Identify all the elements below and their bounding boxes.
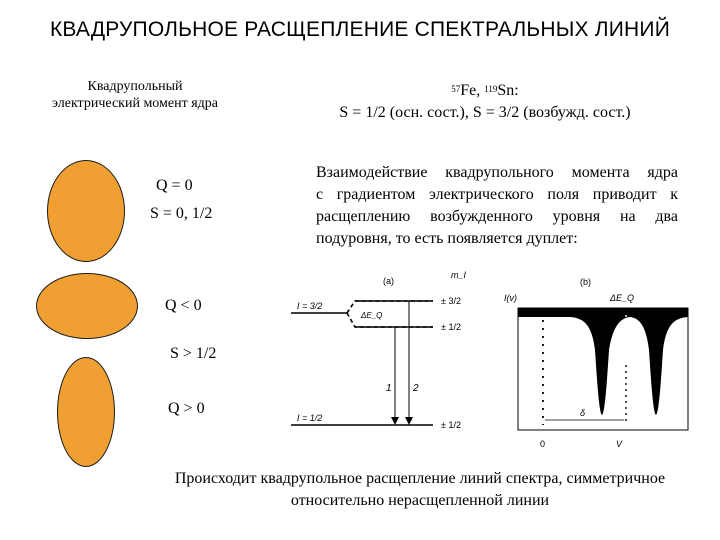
transition-1-arrow [391, 417, 399, 425]
fe-mass-number: 57 [451, 84, 461, 94]
prolate-nucleus-shape [57, 357, 115, 467]
isotope-info [300, 80, 670, 124]
fe-symbol: Fe, [460, 82, 485, 99]
sn-symbol: Sn: [497, 82, 519, 99]
s-zero-half-label: S = 0, 1/2 [150, 205, 213, 222]
q-negative-label: Q < 0 [165, 297, 202, 314]
q-zero-label: Q = 0 [156, 177, 193, 194]
description-line-3: расщеплению возбужденного уровня на два [316, 208, 678, 225]
ground-level-label: I = 1/2 [297, 413, 323, 423]
spin-line: S = 1/2 (осн. сост.), S = 3/2 (возбужд. сост.) [339, 104, 631, 121]
page-title: КВАДРУПОЛЬНОЕ РАСЩЕПЛЕНИЕ СПЕКТРАЛЬНЫХ ЛИНИЙ [49, 18, 671, 41]
upper-sublevel-connector [347, 301, 433, 313]
x-zero-label: 0 [540, 439, 546, 449]
sn-mass-number: 119 [484, 84, 498, 94]
quadrupole-moment-header [20, 78, 250, 112]
transition-2-label: 2 [413, 383, 419, 394]
isomer-shift-label: δ [580, 408, 586, 418]
transition-2-arrow [405, 417, 413, 425]
energy-level-diagram [285, 265, 490, 435]
lower-sublevel-label: ± 1/2 [441, 322, 461, 332]
footer-text [130, 468, 710, 512]
footer-line-2: относительно нерасщепленной линии [290, 492, 550, 509]
spherical-nucleus-shape [47, 160, 125, 262]
description-paragraph [316, 162, 678, 250]
q-positive-label: Q > 0 [168, 400, 205, 417]
oblate-nucleus-shape [36, 273, 138, 339]
s-greater-half-label: S > 1/2 [170, 345, 217, 362]
doublet-spectrum-plot [500, 265, 700, 455]
isotope-line [300, 80, 670, 102]
footer-line-1: Происходит квадрупольное расщепление линий спектра, симметричное [174, 470, 666, 487]
header-line-2: электрический момент ядра [51, 96, 218, 111]
velocity-label: V [616, 439, 623, 449]
mi-axis-label: m_I [451, 270, 467, 280]
panel-b-label: (b) [580, 277, 591, 287]
ground-sublevel-label: ± 1/2 [441, 420, 461, 430]
lower-sublevel-connector [347, 313, 433, 327]
upper-sublevel-label: ± 3/2 [441, 296, 461, 306]
description-line-1: Взаимодействие квадрупольного момента ядра [316, 164, 678, 181]
splitting-label-a: ΔE_Q [361, 311, 383, 320]
description-line-2: с градиентом электрического поля приводит к [316, 186, 678, 203]
panel-a-label: (a) [383, 276, 394, 286]
excited-level-label: I = 3/2 [297, 301, 323, 311]
splitting-label-b: ΔE_Q [610, 293, 635, 303]
intensity-axis-label: I(v) [504, 293, 517, 303]
transition-1-label: 1 [386, 383, 392, 394]
description-line-4: подуровня, то есть появляется дуплет: [316, 230, 578, 247]
header-line-1: Квадрупольный [87, 79, 183, 94]
